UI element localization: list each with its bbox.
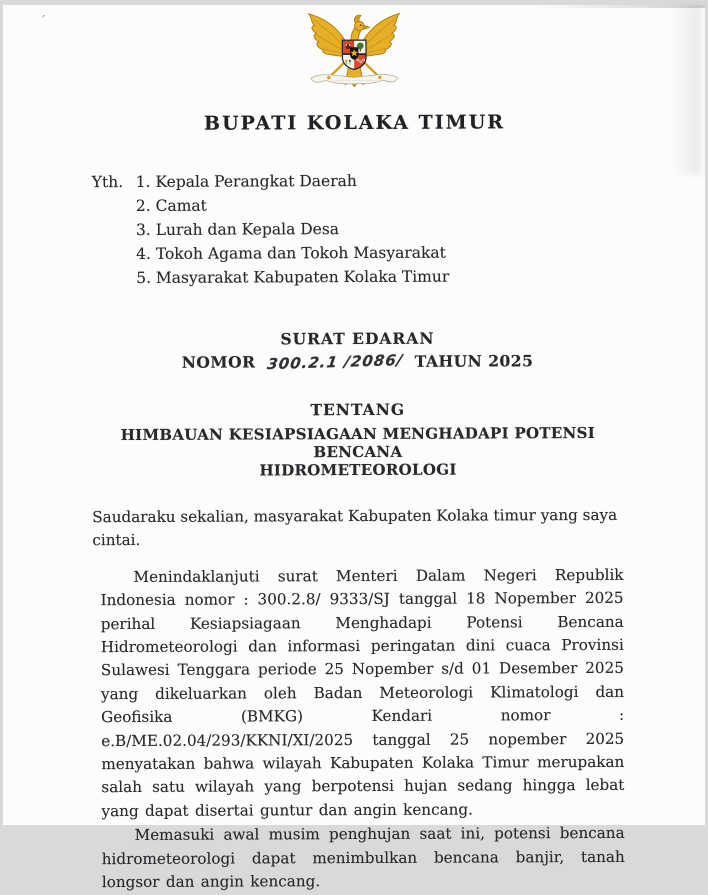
document-title-block — [92, 328, 623, 480]
addressee-row — [92, 216, 622, 242]
subject-heading — [93, 424, 623, 480]
office-title: BUPATI KOLAKA TIMUR — [203, 111, 506, 135]
garuda-pancasila-emblem — [302, 5, 406, 97]
subject-line: HIDROMETEOROLOGI — [259, 460, 457, 480]
addressee-indent — [92, 242, 136, 266]
addressee-block — [92, 168, 623, 290]
addressee-indent — [92, 194, 136, 218]
document-number-handwritten: 300.2.1 /2086/ — [265, 351, 405, 374]
about-label: TENTANG — [310, 399, 406, 420]
subject-line: HIMBAUAN KESIAPSIAGAAN MENGHADAPI POTENSI BENCANA — [120, 423, 596, 462]
salutation: Saudaraku sekalian, masyarakat Kabupaten Kolaka timur yang saya cintai. — [92, 505, 618, 550]
addressee-row — [92, 264, 622, 290]
addressee-indent — [92, 266, 136, 290]
scan-corner-mark: ′ — [39, 12, 46, 30]
letter-content — [3, 3, 708, 895]
letter-body — [92, 504, 625, 895]
letterhead — [3, 3, 706, 135]
addressee-row — [92, 192, 622, 218]
addressee-item: 3. Lurah dan Kepala Desa — [135, 220, 340, 239]
addressee-indent — [92, 218, 136, 242]
addressee-row — [92, 240, 622, 266]
body-paragraph: Menindaklanjuti surat Menteri Dalam Negeri Republik Indonesia nomor : 300.2.8/ 9333/SJ tanggal 18 Nopember 2025 perihal Kesiapsiagaan Menghadapi Potensi Bencana Hidrometeorologi dan informasi peringatan dini cuaca Provinsi Sulawesi Tenggara periode 25 Nopember s/d 01 Desember 2025 yang dikeluarkan oleh Badan Meteorologi Klimatologi dan Geofisika (BMKG) Kendari nomor : e.B/ME.02.04/293/KKNI/XI/2025 tanggal 25 nopember 2025 menyatakan bahwa wilayah Kabupaten Kolaka Timur merupakan salah satu wilayah yang berpotensi hujan sedang hingga lebat yang dapat disertai guntur dan angin kencang. — [100, 565, 625, 820]
body-paragraph: Memasuki awal musim penghujan saat ini, potensi bencana hidrometeorologi dapat menimbulkan bencana banjir, tanah longsor dan angin kencang. — [101, 824, 625, 892]
addressee-item: 4. Tokoh Agama dan Tokoh Masyarakat — [136, 243, 446, 263]
addressee-item: 5. Masyarakat Kabupaten Kolaka Timur — [136, 267, 450, 287]
addressee-row — [92, 168, 622, 194]
document-number-prefix: NOMOR — [181, 352, 256, 372]
document-type: SURAT EDARAN — [280, 328, 435, 349]
addressee-item: 2. Camat — [135, 196, 207, 215]
scanned-letter-page — [3, 5, 705, 892]
document-number — [93, 351, 623, 372]
document-number-suffix: TAHUN 2025 — [414, 351, 534, 371]
addressee-item: 1. Kepala Perangkat Daerah — [135, 171, 357, 191]
addressee-salutation-label: Yth. — [91, 173, 124, 192]
